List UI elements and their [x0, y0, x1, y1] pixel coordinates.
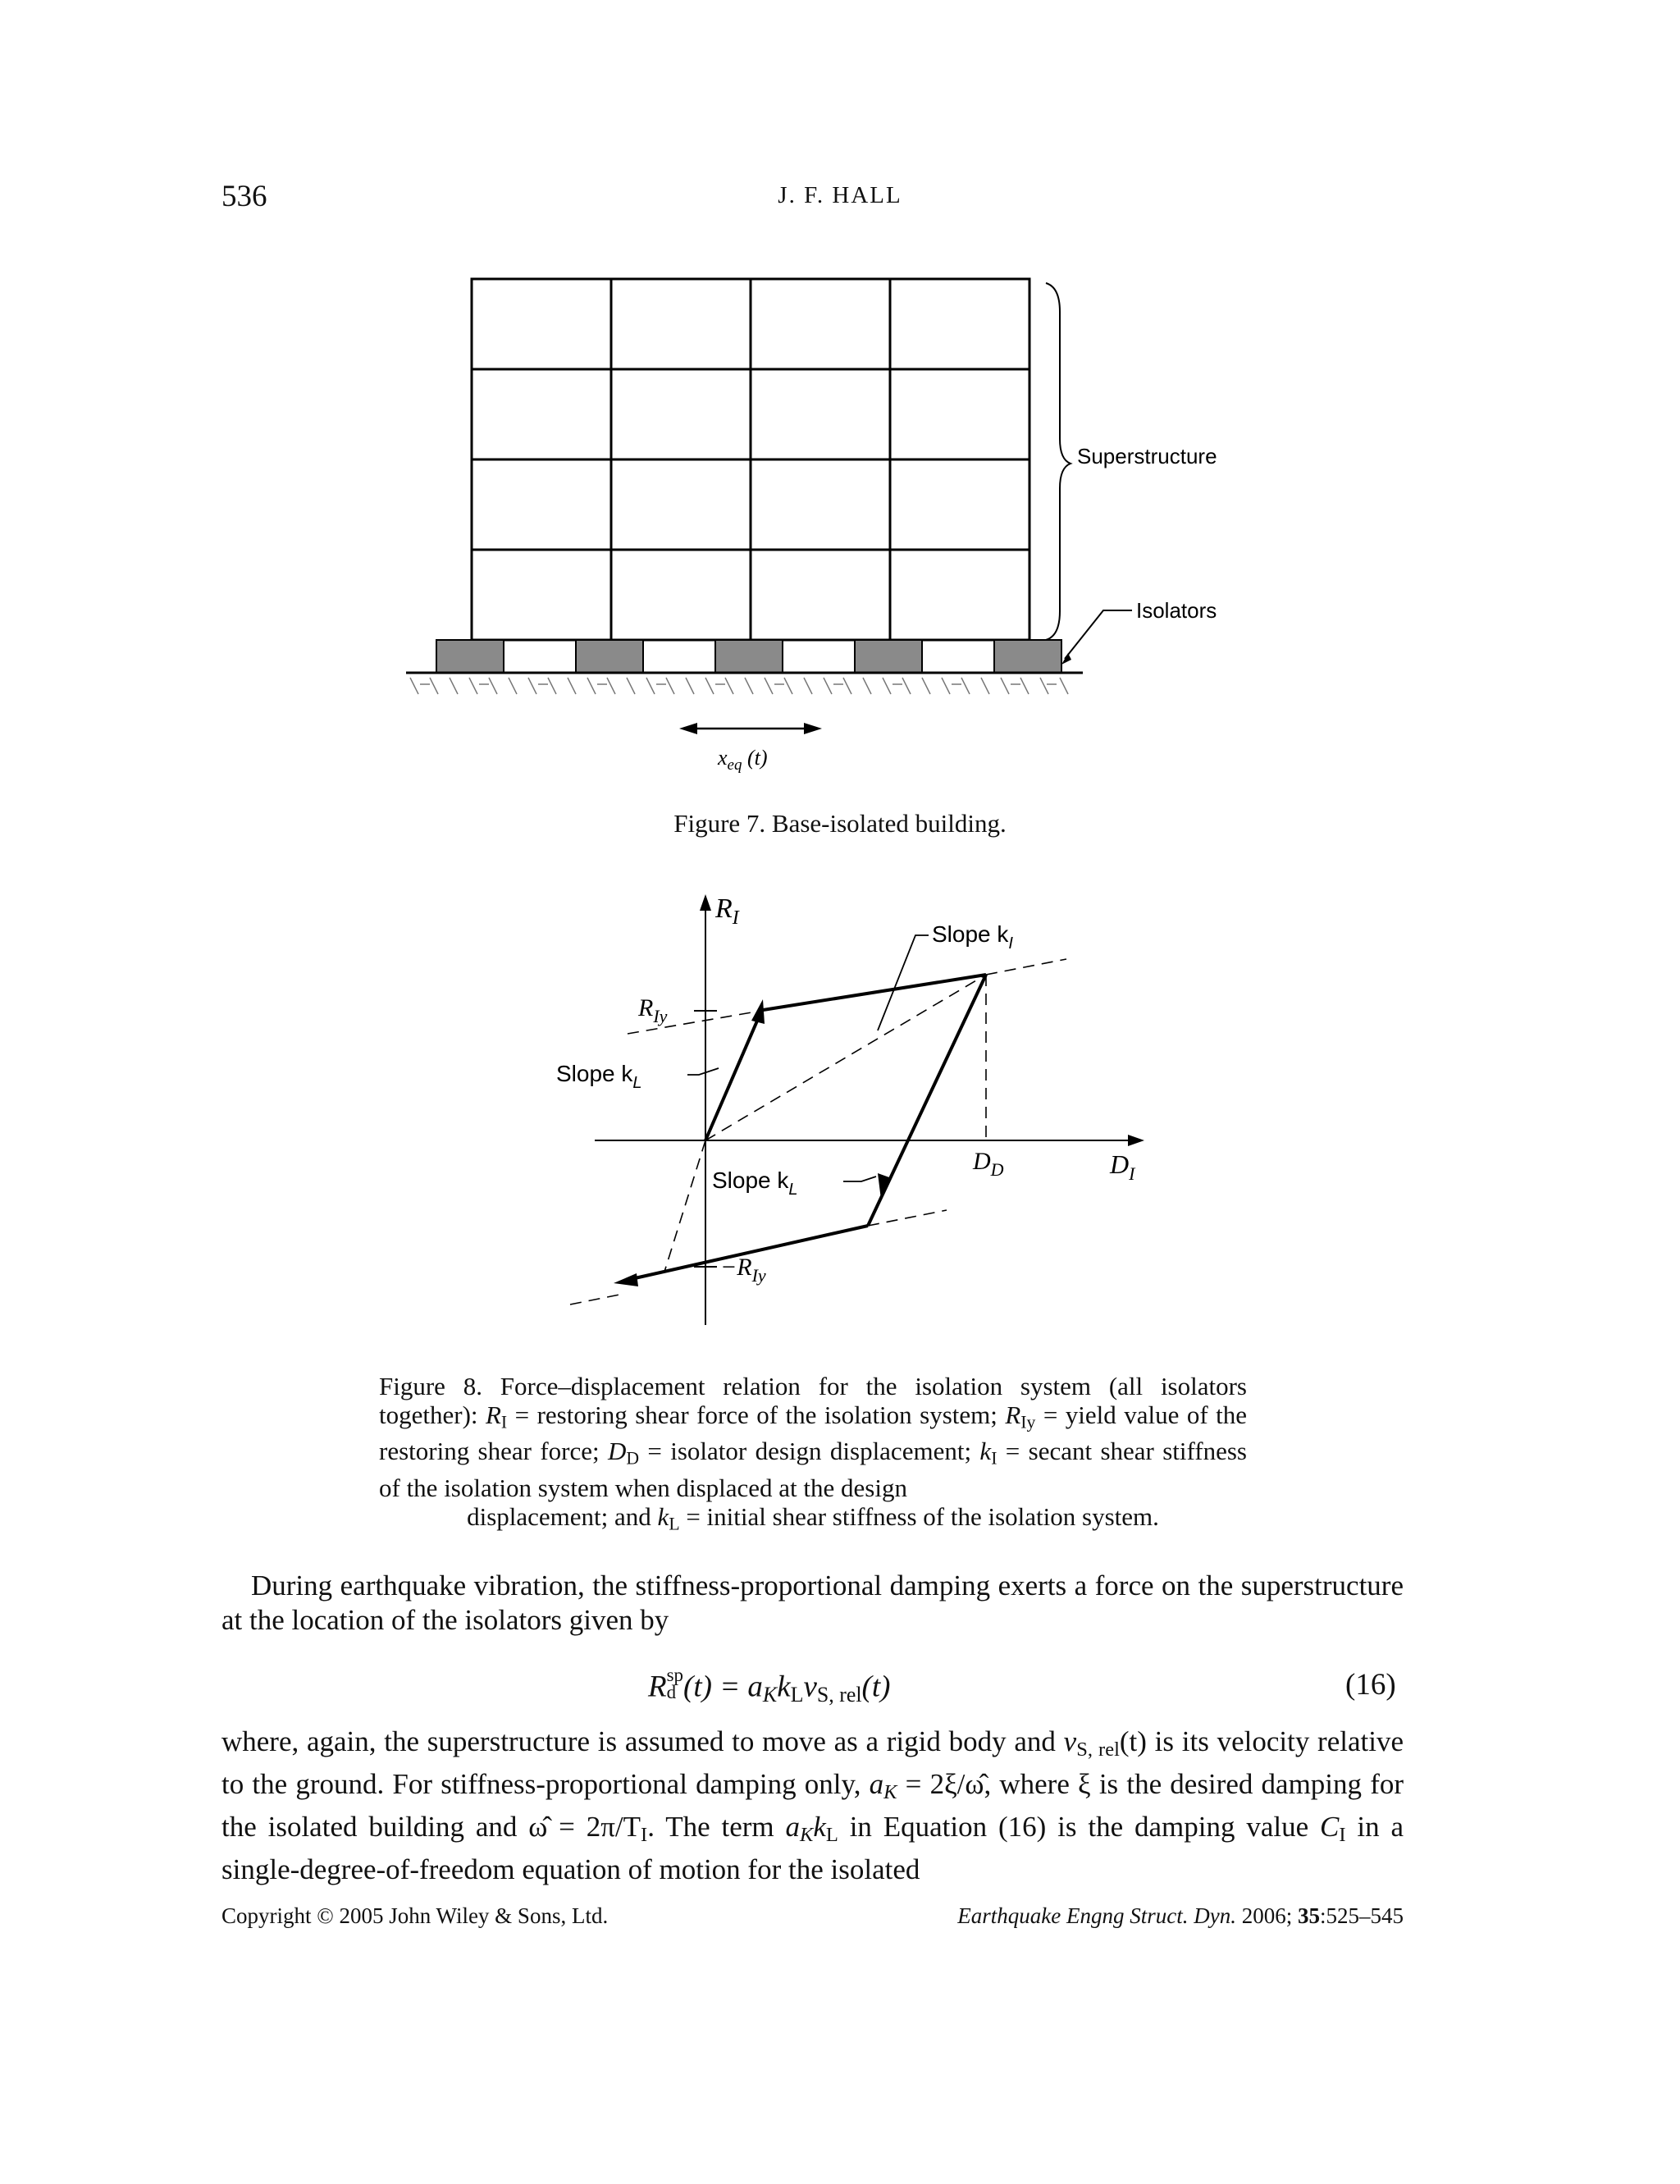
- slope-kl-upper-label: Slope $k_L$: [556, 1061, 642, 1092]
- copyright-notice: Copyright © 2005 John Wiley & Sons, Ltd.: [221, 1903, 609, 1928]
- slope-ki-label: Slope $k_I$: [932, 921, 1013, 953]
- arrow-loading: [751, 999, 765, 1024]
- slope-kl-upper-leader: [687, 1068, 719, 1075]
- equation-number: (16): [1345, 1668, 1396, 1702]
- body-paragraph-2: where, again, the superstructure is assumed to move as a rigid body and $v_{S, rel}(t)$ is its velocity relative to the ground. For stiffness-proportional damping only, $a_K$ = 2ξ/ω̂, where ξ is the desired damping for the isolated building and ω̂ = $2\pi/T_I$. The term $a_Kk_L$ in Equation (16) is the damping value $C_I$ in a single-degree-of-freedom equation of motion for the isolated: [221, 1725, 1404, 1886]
- dd-label: $D_D$: [973, 1148, 1004, 1180]
- hysteresis-loop: [628, 975, 986, 1280]
- figure-7-caption: Figure 7. Base-isolated building.: [673, 809, 1007, 838]
- x-axis-label: $D_I$: [1110, 1149, 1135, 1184]
- isolator-bearings: [436, 640, 1061, 673]
- y-axis-label: $R_I$: [715, 893, 739, 929]
- body-paragraph-1: During earthquake vibration, the stiffness-proportional damping exerts a force on the superstructure at the location of the isolators given by: [221, 1569, 1404, 1636]
- superstructure-brace: [1046, 283, 1071, 640]
- superstructure-frame: [472, 279, 1029, 640]
- riy-label: $R_{Iy}$: [638, 994, 668, 1026]
- isolators-leader: [1065, 610, 1132, 659]
- slope-ki-leader: [878, 935, 929, 1030]
- page-number: 536: [221, 180, 267, 213]
- figure-8-force-displacement-plot: [476, 878, 1198, 1337]
- x-axis-arrowhead: [1128, 1135, 1144, 1146]
- equation-16: R sp d $(t) = a_Kk_Lv_{S, rel}(t)$: [648, 1665, 891, 1707]
- slope-kl-lower-leader: [843, 1177, 876, 1181]
- slope-kl-lower-label: Slope $k_L$: [712, 1167, 798, 1199]
- xeq-label: $x_{eq}$ (t): [718, 746, 768, 774]
- journal-citation: Earthquake Engng Struct. Dyn. 2006; 35:525–545: [957, 1903, 1404, 1928]
- figure-8-caption: Figure 8. Force–displacement relation for the isolation system (all isolators together): $R_I$ = restoring shear force of the isolation system; $R_{Iy}$ = yield value of the restoring shear force; $D_D$ = isolator design displacement; $k_I$ = secant shear stiffness of the isolation system when displaced at the design displacement; and $k_L$ = initial shear stiffness of the isolation system.: [379, 1372, 1248, 1534]
- superstructure-label: Superstructure: [1077, 444, 1217, 468]
- figure-7-building-diagram: [394, 263, 1247, 788]
- running-head: J. F. HALL: [778, 182, 902, 208]
- y-axis-arrowhead: [700, 894, 711, 911]
- isolators-label: Isolators: [1136, 598, 1217, 623]
- ground-hatching: [410, 678, 1068, 694]
- arrow-reverse: [614, 1273, 638, 1286]
- neg-riy-label: $-R_{Iy}$: [720, 1254, 766, 1286]
